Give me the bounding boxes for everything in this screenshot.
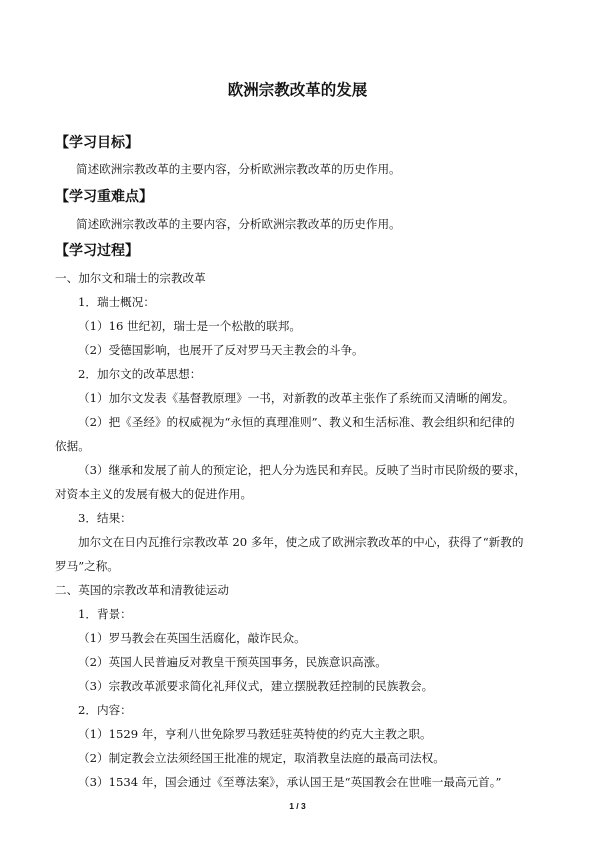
page-title: 欧洲宗教改革的发展: [227, 81, 368, 99]
goal-heading: 【学习目标】: [55, 135, 139, 151]
list-item: （2）把《圣经》的权威视为“永恒的真理准则”、教义和生活标准、教会组织和纪律的: [78, 415, 515, 429]
list-item: （3）宗教改革派要求简化礼拜仪式，建立摆脱教廷控制的民族教会。: [78, 679, 434, 693]
list-item: （3）继承和发展了前人的预定论，把人分为选民和弃民。反映了当时市民阶级的要求，: [78, 463, 526, 477]
subheading: 3．结果：: [78, 511, 132, 525]
list-item-continuation: 对资本主义的发展有极大的促进作用。: [55, 487, 253, 501]
key-text: 简述欧洲宗教改革的主要内容，分析欧洲宗教改革的历史作用。: [76, 217, 401, 231]
list-item: （2）英国人民普遍反对教皇干预英国事务，民族意识高涨。: [78, 655, 387, 669]
process-heading: 【学习过程】: [55, 243, 139, 259]
list-item: （2）受德国影响，也展开了反对罗马天主教会的斗争。: [78, 343, 364, 357]
list-item-continuation: 依据。: [55, 439, 90, 453]
list-item: （1）1529 年，亨利八世免除罗马教廷驻英特使的约克大主教之职。: [78, 727, 432, 741]
subheading: 2．加尔文的改革思想：: [78, 367, 202, 381]
section-heading: 二、英国的宗教改革和清教徒运动: [55, 583, 229, 597]
list-item: （2）制定教会立法须经国王批准的规定，取消教皇法庭的最高司法权。: [78, 751, 445, 765]
subheading: 2．内容：: [78, 703, 132, 717]
list-item: （1）罗马教会在英国生活腐化，敲诈民众。: [78, 631, 306, 645]
key-heading: 【学习重难点】: [55, 189, 153, 205]
section-heading: 一、加尔文和瑞士的宗教改革: [55, 271, 206, 285]
paragraph-continuation: 罗马”之称。: [55, 559, 119, 573]
list-item: （1）加尔文发表《基督教原理》一书，对新教的改革主张作了系统而又清晰的阐发。: [78, 391, 515, 405]
subheading: 1．背景：: [78, 607, 132, 621]
paragraph: 加尔文在日内瓦推行宗教改革 20 多年，使之成了欧洲宗教改革的中心，获得了“新教的: [78, 535, 524, 549]
page-number: 1 / 3: [289, 801, 306, 811]
subheading: 1．瑞士概况：: [78, 295, 155, 309]
list-item: （1）16 世纪初，瑞士是一个松散的联邦。: [78, 319, 301, 333]
list-item: （3）1534 年，国会通过《至尊法案》，承认国王是“英国教会在世唯一最高元首。”: [78, 775, 502, 789]
goal-text: 简述欧洲宗教改革的主要内容，分析欧洲宗教改革的历史作用。: [76, 162, 401, 176]
